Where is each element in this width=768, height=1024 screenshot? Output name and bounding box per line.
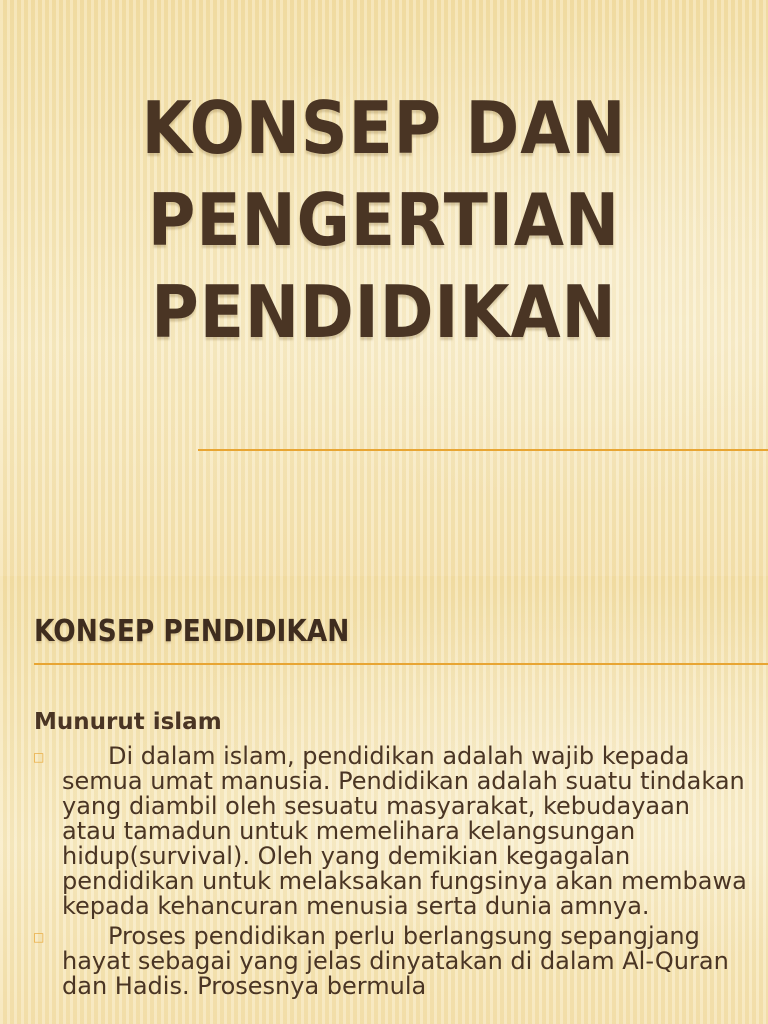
list-item bbox=[0, 924, 768, 999]
bullet-square-icon: □ bbox=[33, 750, 45, 764]
content-slide bbox=[0, 576, 768, 1024]
title-line: PENDIDIKAN bbox=[151, 270, 617, 354]
title-divider bbox=[198, 449, 768, 451]
bullet-text: Proses pendidikan perlu berlangsung sepangjang hayat sebagai yang jelas dinyatakan di dalam Al-Quran dan Hadis. Prosesnya bermula bbox=[62, 922, 729, 1000]
bullet-square-icon: □ bbox=[33, 930, 45, 944]
subheading: Munurut islam bbox=[34, 709, 222, 735]
slide-title bbox=[38, 82, 729, 358]
bullet-list bbox=[0, 744, 768, 1004]
list-item bbox=[0, 744, 768, 919]
title-line: PENGERTIAN bbox=[147, 178, 621, 262]
heading-divider bbox=[34, 663, 768, 665]
slide-heading: KONSEP PENDIDIKAN bbox=[34, 614, 350, 649]
bullet-text: Di dalam islam, pendidikan adalah wajib kepada semua umat manusia. Pendidikan adalah suatu tindakan yang diambil oleh sesuatu masyarakat, kebudayaan atau tamadun untuk memelihara kelangsungan hidup(survival). Oleh yang demikian kegagalan pendidikan untuk melaksakan fungsinya akan membawa kepada kehancuran menusia serta dunia amnya. bbox=[62, 742, 747, 920]
title-line: KONSEP DAN bbox=[141, 86, 627, 170]
